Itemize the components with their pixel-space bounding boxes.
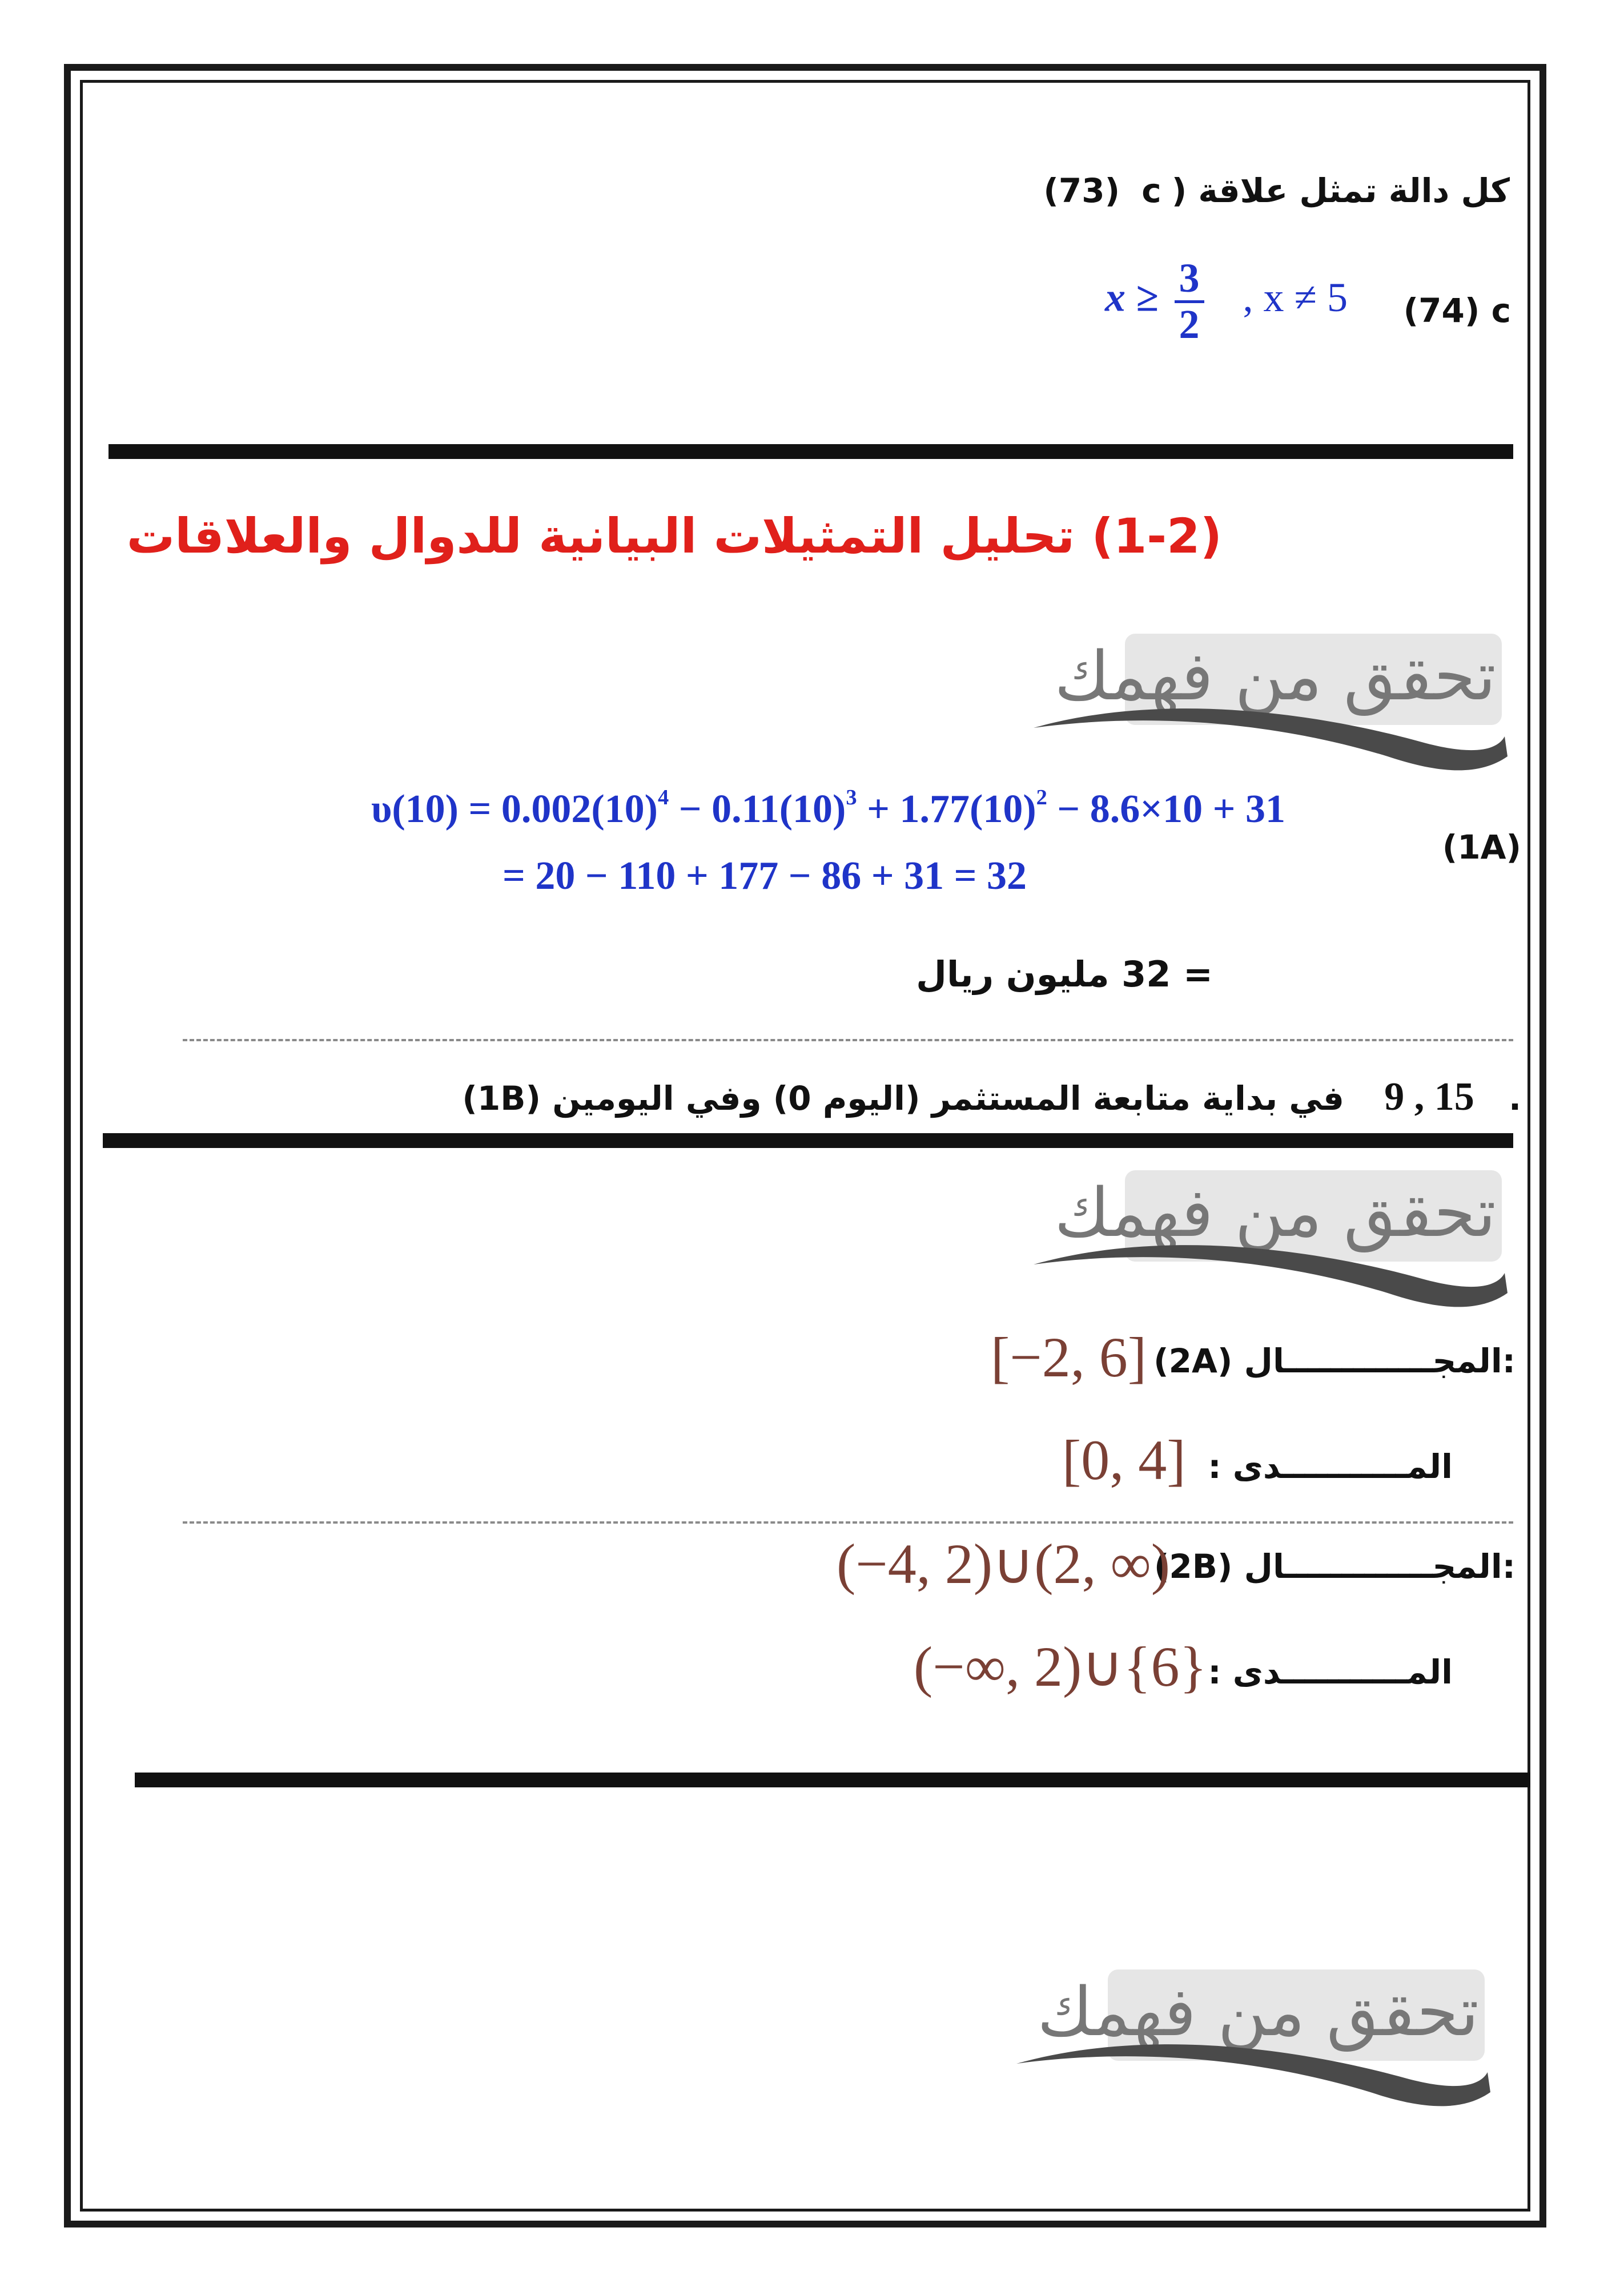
section-rule-1 (108, 444, 1513, 459)
section-title: (1-2) تحليل التمثيلات البيانية للدوال والعلاقات (126, 508, 1222, 564)
q1A-line1 (371, 785, 1285, 832)
q2A-domain-value: [−2, 6] (991, 1326, 1147, 1389)
q2B-label: (2B) (1153, 1547, 1233, 1586)
q1A-term4: − 8.6×10 + 31 (1047, 787, 1286, 831)
q1A-exp4: 4 (657, 786, 669, 809)
q1B-period: . (1508, 1079, 1521, 1118)
divider-dashed-1 (183, 1039, 1513, 1041)
q74-choice: c (1491, 291, 1511, 330)
q1B-text: في بداية متابعة المستثمر (اليوم 0) وفي اليومين (552, 1079, 1345, 1118)
q2B-domain-line (1154, 1547, 1521, 1586)
badge-title: تحقق من فهمك (1054, 637, 1496, 715)
q74-expression (1105, 257, 1348, 346)
q74-label-group (1404, 291, 1521, 330)
section-rule-3 (135, 1773, 1530, 1787)
q1A-term1: υ(10) = 0.002(10) (371, 787, 658, 831)
q74-denominator: 2 (1179, 301, 1200, 347)
q2A-range-value: [0, 4] (1062, 1428, 1186, 1492)
q73-line (1043, 171, 1521, 210)
swoosh-icon (1022, 634, 1513, 782)
q1B-label: (1B) (462, 1079, 541, 1118)
swoosh-icon (1022, 1170, 1513, 1319)
q74-fraction (1175, 257, 1204, 346)
understanding-badge-1 (1022, 634, 1513, 782)
q74-numerator: 3 (1175, 257, 1204, 303)
q2A-domain-label: المجـــــــــــــال: (1244, 1342, 1516, 1380)
q2B-domain-label: المجـــــــــــــال: (1244, 1547, 1516, 1586)
q74-label: (74) (1403, 291, 1480, 330)
divider-dashed-2 (183, 1521, 1513, 1524)
q2A-domain-line (1153, 1342, 1521, 1380)
understanding-badge-2 (1022, 1170, 1513, 1319)
q73-label: (73) (1043, 171, 1120, 210)
understanding-badge-3 (1005, 1969, 1496, 2118)
q1A-term3: + 1.77(10) (857, 787, 1036, 831)
q74-tail: , x ≠ 5 (1243, 274, 1348, 320)
q1B-line (462, 1074, 1521, 1120)
q73-choice: c (1141, 171, 1161, 210)
q2A-label: (2A) (1153, 1342, 1233, 1380)
q73-paren: ) (1171, 171, 1187, 210)
swoosh-icon (1005, 1969, 1496, 2118)
q2B-range-value: (−∞, 2)∪{6} (914, 1635, 1207, 1698)
badge-title: تحقق من فهمك (1037, 1972, 1479, 2051)
q2B-domain-value: (−4, 2)∪(2, ∞) (837, 1532, 1171, 1596)
q2B-range-label: المـــــــــــدى : (1208, 1653, 1453, 1691)
q1A-exp2: 2 (1036, 786, 1047, 809)
q74-x: x ≥ (1105, 274, 1159, 320)
q1A-term2: − 0.11(10) (669, 787, 846, 831)
q2A-range-label: المـــــــــــدى : (1208, 1447, 1453, 1486)
q1A-label: (1A) (1442, 828, 1521, 867)
q73-text: كل دالة تمثل علاقة (1198, 171, 1510, 210)
q1B-nums: 9 , 15 (1384, 1075, 1474, 1119)
q1A-exp3: 3 (846, 786, 857, 809)
section-rule-2 (103, 1133, 1513, 1148)
q1A-line2: = 20 − 110 + 177 − 86 + 31 = 32 (503, 854, 1027, 898)
q1A-answer: = 32 مليون ريال (916, 953, 1213, 995)
badge-title: تحقق من فهمك (1054, 1173, 1496, 1252)
